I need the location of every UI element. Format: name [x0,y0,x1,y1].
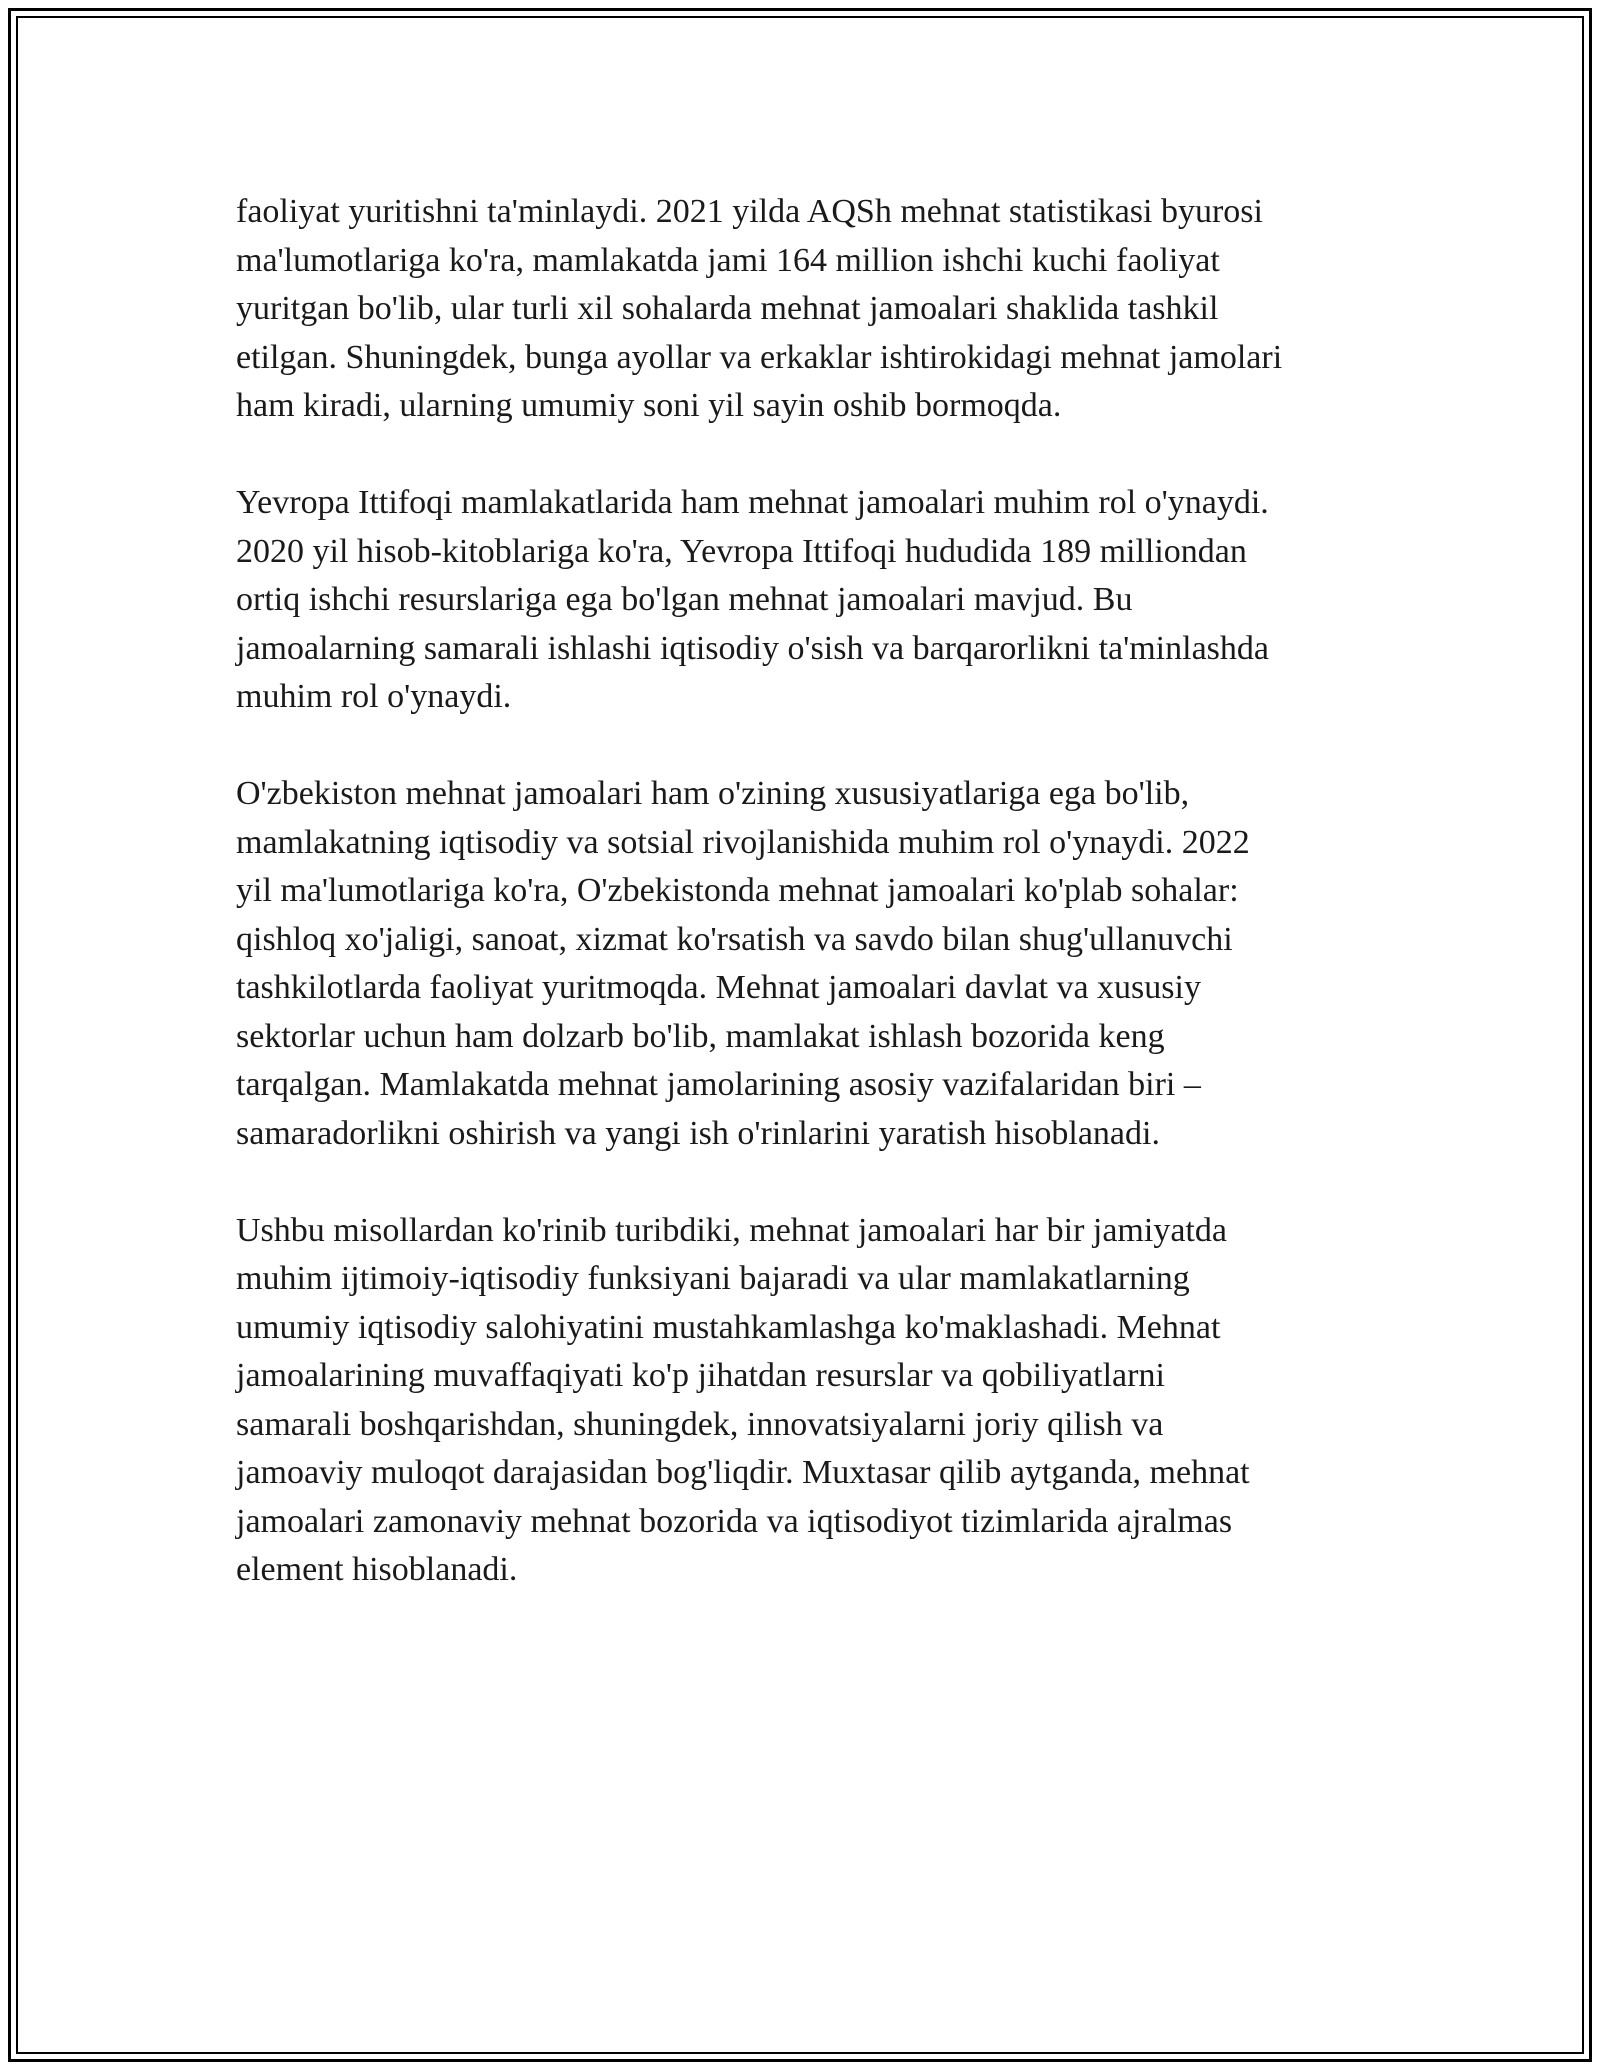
paragraph-2 [236,479,1376,722]
text-line: yuritgan bo'lib, ular turli xil sohalarda mehnat jamoalari shaklida tashkil [236,290,1219,327]
text-line: tarqalgan. Mamlakatda mehnat jamolarining asosiy vazifalaridan biri – [236,1066,1201,1103]
text-line: samaradorlikni oshirish va yangi ish o'rinlarini yaratish hisoblanadi. [236,1114,1160,1152]
text-line: 2020 yil hisob-kitoblariga ko'ra, Yevropa Ittifoqi hududida 189 milliondan [236,532,1247,570]
text-line: muhim ijtimoiy-iqtisodiy funksiyani bajaradi va ular mamlakatlarning [236,1260,1190,1297]
text-line: ham kiradi, ularning umumiy soni yil sayin oshib bormoqda. [236,387,1062,424]
text-line: faoliyat yuritishni ta'minlaydi. 2021 yilda AQSh mehnat statistikasi byurosi [236,193,1263,230]
text-line: sektorlar uchun ham dolzarb bo'lib, mamlakat ishlash bozorida keng [236,1017,1165,1055]
text-line: jamoalari zamonaviy mehnat bozorida va iqtisodiyot tizimlarida ajralmas [236,1502,1233,1540]
paragraph-1 [236,188,1376,431]
text-line: jamoalarning samarali ishlashi iqtisodiy o'sish va barqarorlikni ta'minlashda [236,629,1269,667]
text-line: O'zbekiston mehnat jamoalari ham o'zining xususiyatlariga ega bo'lib, [236,775,1190,812]
text-line: jamoaviy muloqot darajasidan bog'liqdir. Muxtasar qilib aytganda, mehnat [236,1454,1250,1491]
text-line: Ushbu misollardan ko'rinib turibdiki, mehnat jamoalari har bir jamiyatda [236,1211,1227,1249]
text-line: mamlakatning iqtisodiy va sotsial rivojlanishida muhim rol o'ynaydi. 2022 [236,823,1250,861]
paragraph-3 [236,770,1376,1158]
text-line: element hisoblanadi. [236,1551,518,1588]
text-line: ortiq ishchi resurslariga ega bo'lgan mehnat jamoalari mavjud. Bu [236,581,1133,618]
text-line: umumiy iqtisodiy salohiyatini mustahkamlashga ko'maklashadi. Mehnat [236,1308,1221,1346]
document-body [236,188,1376,1643]
text-line: samarali boshqarishdan, shuningdek, innovatsiyalarni joriy qilish va [236,1405,1164,1443]
text-line: muhim rol o'ynaydi. [236,678,512,715]
paragraph-4 [236,1207,1376,1595]
text-line: ma'lumotlariga ko'ra, mamlakatda jami 164 million ishchi kuchi faoliyat [236,241,1220,279]
text-line: yil ma'lumotlariga ko'ra, O'zbekistonda mehnat jamoalari ko'plab sohalar: [236,872,1239,909]
text-line: Yevropa Ittifoqi mamlakatlarida ham mehnat jamoalari muhim rol o'ynaydi. [236,484,1269,521]
text-line: jamoalarining muvaffaqiyati ko'p jihatdan resurslar va qobiliyatlarni [236,1357,1165,1394]
text-line: qishloq xo'jaligi, sanoat, xizmat ko'rsatish va savdo bilan shug'ullanuvchi [236,920,1233,958]
text-line: tashkilotlarda faoliyat yuritmoqda. Mehnat jamoalari davlat va xususiy [236,969,1201,1006]
text-line: etilgan. Shuningdek, bunga ayollar va erkaklar ishtirokidagi mehnat jamolari [236,338,1283,376]
